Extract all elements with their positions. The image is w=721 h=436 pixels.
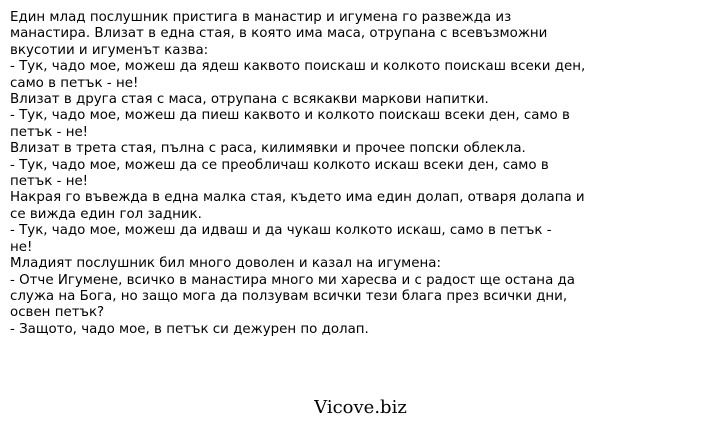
joke-line: петък - не! (10, 124, 89, 140)
joke-line: манастира. Влизат в една стая, в която има маса, отрупана с всевъзможни (10, 26, 548, 42)
joke-line: Един млад послушник пристига в манастир и игумена го развежда из (10, 10, 512, 25)
joke-line: Влизат в друга стая с маса, отрупана с всякакви маркови напитки. (10, 92, 489, 108)
joke-line: само в петък - не! (10, 75, 139, 91)
joke-line: служа на Бога, но защо мога да ползувам всички тези блага през всички дни, (10, 288, 568, 304)
joke-line: освен петък? (10, 305, 105, 321)
joke-line: Влизат в трета стая, пълна с раса, килимявки и прочее попски облекла. (10, 141, 526, 157)
joke-line: вкусотии и игуменът казва: (10, 42, 209, 58)
joke-line: Младият послушник бил много доволен и казал на игумена: (10, 256, 441, 272)
joke-line: се вижда един гол задник. (10, 206, 202, 222)
joke-line: не! (10, 239, 33, 255)
joke-line: - Тук, чадо мое, можеш да идваш и да чукаш колкото искаш, само в петък - (10, 223, 552, 239)
joke-line: - Тук, чадо мое, можеш да се преобличаш колкото искаш всеки ден, само в (10, 157, 549, 173)
joke-line: петък - не! (10, 174, 89, 190)
site-watermark: Vicove.biz (314, 397, 407, 418)
joke-line: Накрая го въвежда в една малка стая, където има един долап, отваря долапа и (10, 190, 585, 206)
joke-line: - Отче Игумене, всичко в манастира много ми харесва и с радост ще остана да (10, 272, 575, 288)
joke-line: - Защото, чадо мое, в петък си дежурен по долап. (10, 321, 369, 337)
joke-line: - Тук, чадо мое, можеш да пиеш каквото и колкото поискаш всеки ден, само в (10, 108, 570, 124)
joke-text (10, 10, 600, 338)
joke-line: - Тук, чадо мое, можеш да ядеш каквото поискаш и колкото поискаш всеки ден, (10, 59, 586, 75)
